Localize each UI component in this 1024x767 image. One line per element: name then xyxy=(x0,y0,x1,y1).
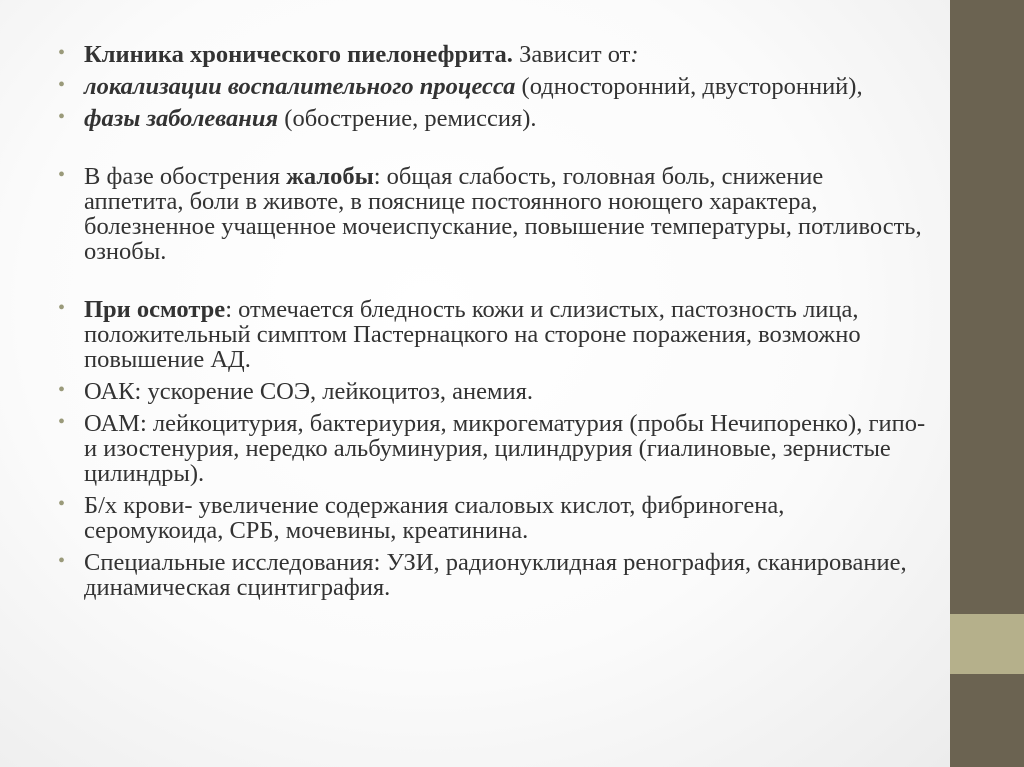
item-text-part: ОАК: ускорение СОЭ, лейкоцитоз, анемия. xyxy=(84,378,534,405)
bullet-dot-icon: • xyxy=(58,74,66,96)
bullet-dot-icon: • xyxy=(58,493,66,515)
bullet-list xyxy=(56,42,926,607)
item-text-part: Зависит от xyxy=(512,41,631,68)
bullet-dot-icon: • xyxy=(58,411,66,433)
item-text-part: Специальные исследования: УЗИ, радионуклидная ренография, сканирование, динамическая сцинтиграфия. xyxy=(84,549,907,601)
item-text-part: локализации воспалительного процесса xyxy=(84,73,516,100)
bullet-dot-icon: • xyxy=(58,550,66,572)
item-text-part: (односторонний, двусторонний), xyxy=(515,73,863,100)
bullet-dot-icon: • xyxy=(58,297,66,319)
item-text-part: : отмечается бледность кожи и слизистых, пастозность лица, положительный симптом Пастернацкого на стороне поражения, возможно повышение АД. xyxy=(84,296,861,373)
bullet-item-phase xyxy=(56,106,926,131)
item-text-part: (обострение, ремиссия). xyxy=(278,105,537,132)
bullet-item-oam xyxy=(56,411,926,486)
item-text-part: Б/х крови- увеличение содержания сиаловых кислот, фибриногена, серомукоида, СРБ, мочевины, креатинина. xyxy=(84,492,785,544)
bullet-item-biochem xyxy=(56,493,926,543)
bullet-item-localization xyxy=(56,74,926,99)
item-text-part: ОАМ: лейкоцитурия, бактериурия, микрогематурия (пробы Нечипоренко), гипо- и изостенурия, нередко альбуминурия, цилиндрурия (гиалиновые, зернистые цилиндры). xyxy=(84,410,926,487)
bullet-item-oak xyxy=(56,379,926,404)
decorative-sidebar-accent xyxy=(950,614,1024,674)
bullet-dot-icon: • xyxy=(58,42,66,64)
item-text-part: жалобы xyxy=(286,163,374,190)
bullet-dot-icon: • xyxy=(58,106,66,128)
bullet-dot-icon: • xyxy=(58,164,66,186)
item-text-part: : общая слабость, головная боль, снижение аппетита, боли в животе, в пояснице постоянного ноющего характера, болезненное учащенное мочеиспускание, повышение температуры, потливость, ознобы. xyxy=(84,163,922,265)
item-text-part: Клиника хронического пиелонефрита. xyxy=(84,41,513,68)
bullet-item-complaints xyxy=(56,164,926,264)
item-text-part: : xyxy=(630,41,639,68)
bullet-item-special xyxy=(56,550,926,600)
item-text-part: В фазе обострения xyxy=(84,163,287,190)
bullet-dot-icon: • xyxy=(58,379,66,401)
item-text-part: При осмотре xyxy=(84,296,226,323)
item-text-part: фазы заболевания xyxy=(84,105,279,132)
bullet-item-examination xyxy=(56,297,926,372)
bullet-item-clinic xyxy=(56,42,926,67)
